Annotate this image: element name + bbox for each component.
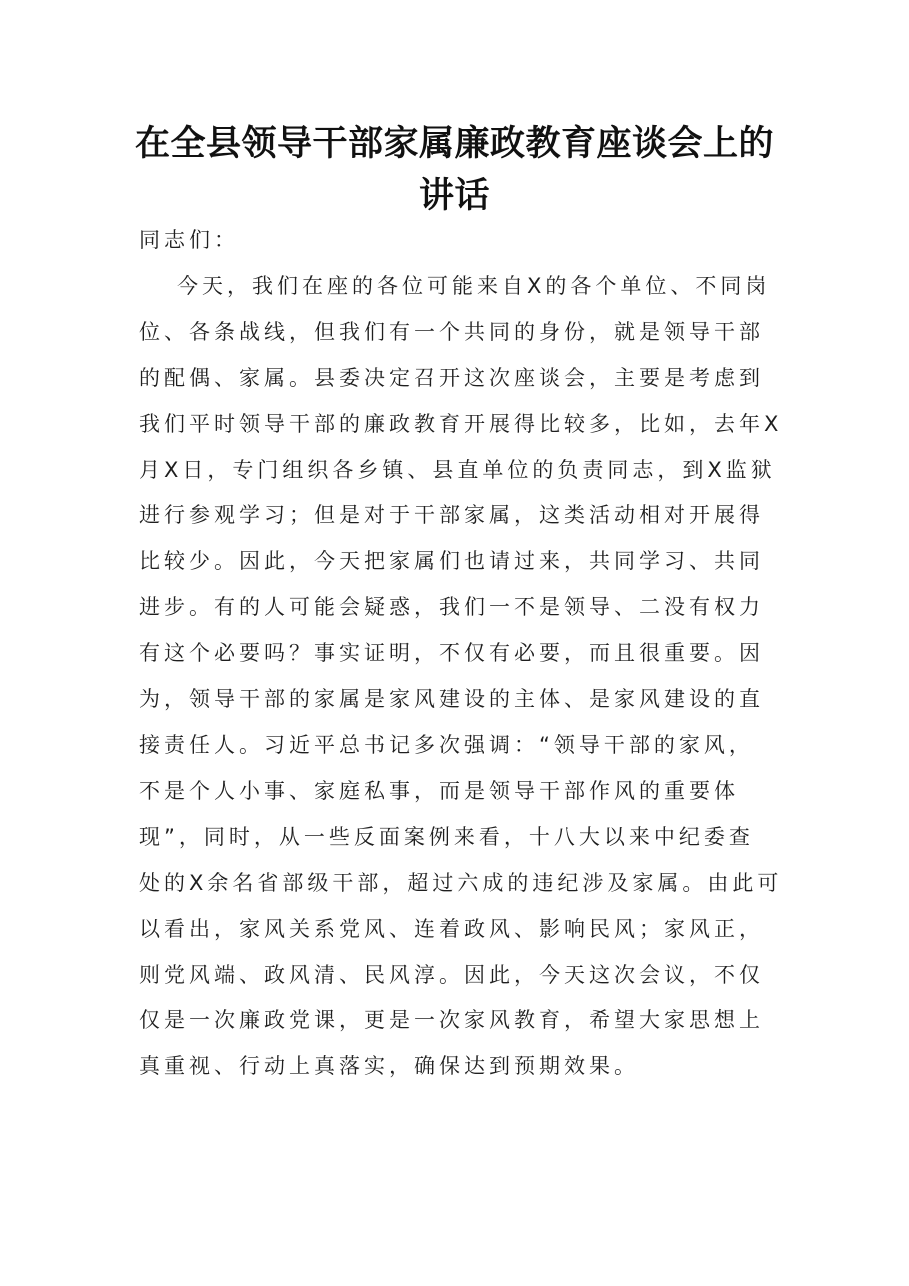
body-line: 的配偶、家属。县委决定召开这次座谈会，主要是考虑到 xyxy=(139,365,764,390)
body-line: 接责任人。习近平总书记多次强调：“领导干部的家风， xyxy=(139,732,754,757)
body-line: 进步。有的人可能会疑惑，我们一不是领导、二没有权力 xyxy=(139,595,764,620)
body-line: 以看出，家风关系党风、连着政风、影响民风；家风正， xyxy=(139,916,764,941)
body-line: 处的X余名省部级干部，超过六成的违纪涉及家属。由此可 xyxy=(139,870,783,895)
title-line-2: 讲话 xyxy=(418,175,490,216)
body-line: 真重视、行动上真落实，确保达到预期效果。 xyxy=(139,1054,639,1079)
body-line: 我们平时领导干部的廉政教育开展得比较多，比如，去年X xyxy=(139,411,783,436)
body-line: 仅是一次廉政党课，更是一次家风教育，希望大家思想上 xyxy=(139,1008,764,1033)
document-title xyxy=(100,118,809,222)
body-line: 位、各条战线，但我们有一个共同的身份，就是领导干部 xyxy=(139,319,764,344)
body-line: 则党风端、政风清、民风淳。因此，今天这次会议，不仅 xyxy=(139,962,764,987)
body-line: 比较少。因此，今天把家属们也请过来，共同学习、共同 xyxy=(139,549,764,574)
body-line: 月X日，专门组织各乡镇、县直单位的负责同志，到X监狱 xyxy=(139,457,776,482)
body-line: 有这个必要吗？事实证明，不仅有必要，而且很重要。因 xyxy=(139,641,764,666)
body-line: 今天，我们在座的各位可能来自X的各个单位、不同岗 xyxy=(177,273,771,298)
body-line: 进行参观学习；但是对于干部家属，这类活动相对开展得 xyxy=(139,503,764,528)
salutation: 同志们： xyxy=(139,228,239,252)
document-body xyxy=(139,218,783,1090)
body-line: 不是个人小事、家庭私事，而是领导干部作风的重要体 xyxy=(139,778,739,803)
body-line: 现”，同时，从一些反面案例来看，十八大以来中纪委查 xyxy=(139,824,754,849)
body-line: 为，领导干部的家属是家风建设的主体、是家风建设的直 xyxy=(139,687,764,712)
title-line-1: 在全县领导干部家属廉政教育座谈会上的 xyxy=(134,123,774,164)
